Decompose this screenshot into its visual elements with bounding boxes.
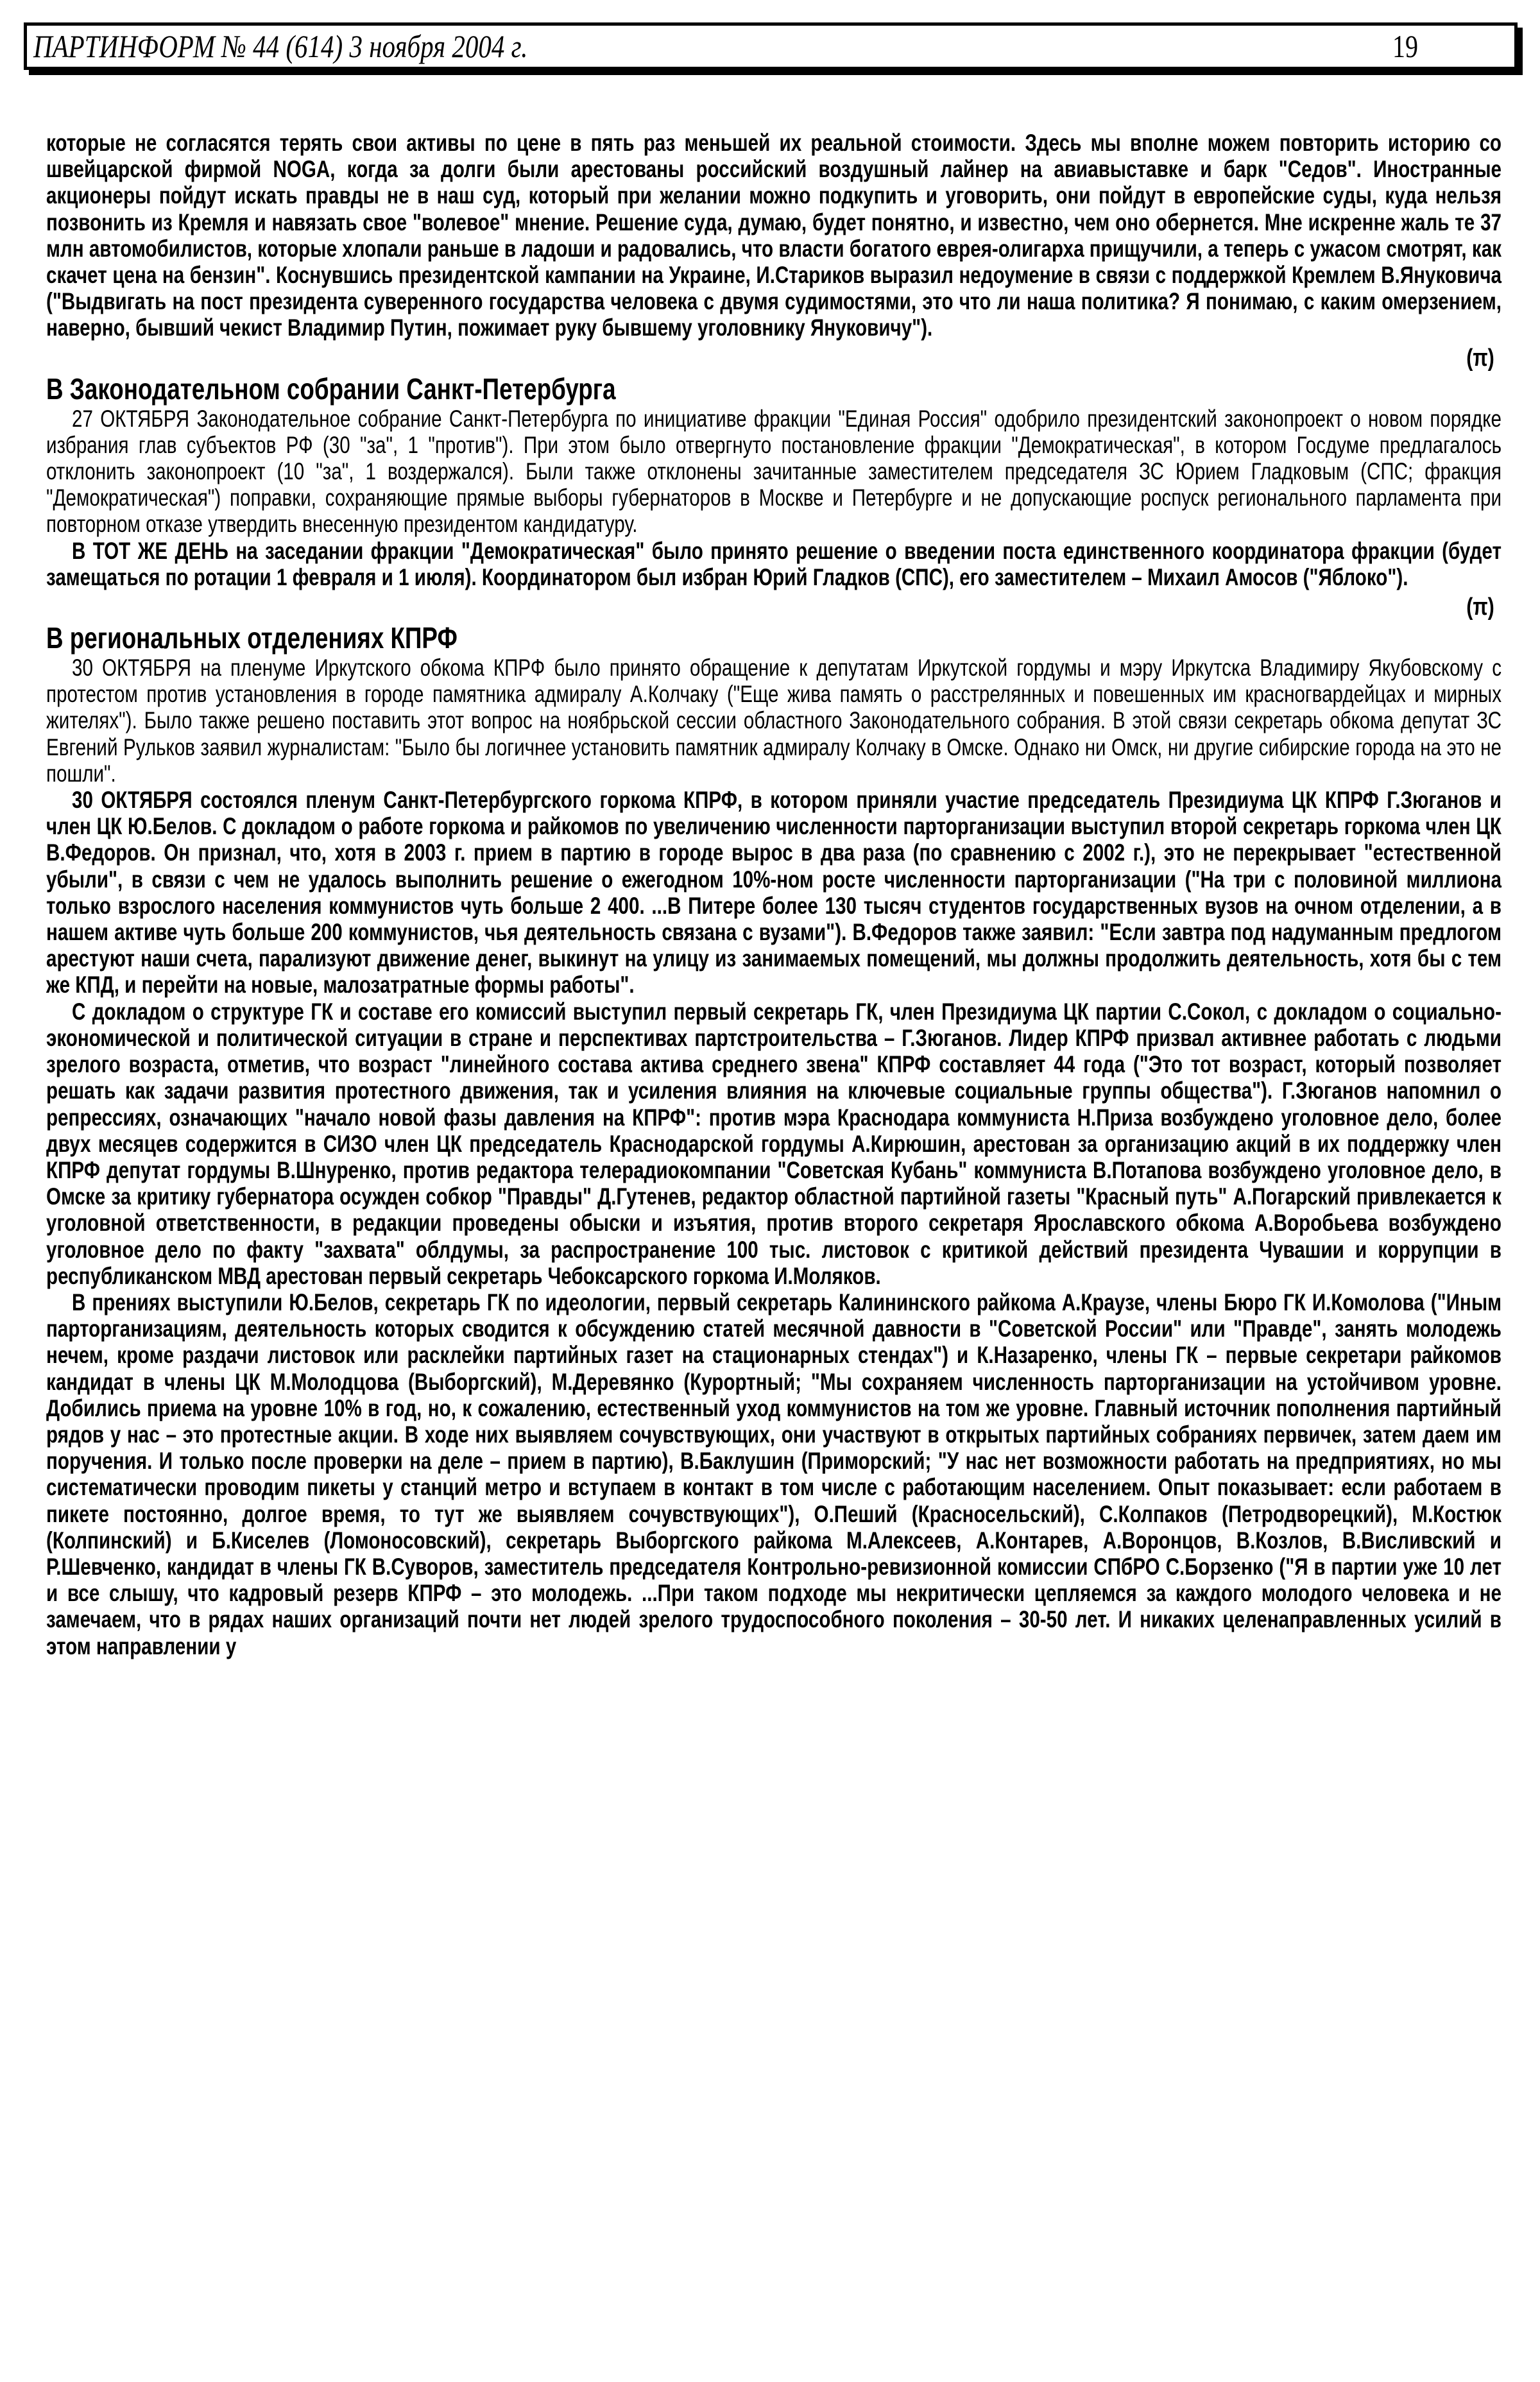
article-body (46, 130, 1502, 1659)
section2-paragraph-4: В прениях выступили Ю.Белов, секретарь ГК по идеологии, первый секретарь Калининского райкома А.Краузе, члены Бюро ГК И.Комолова ("Иным парторганизациям, деятельность которых сводится к обсуждению статей месячной давности в "Советской России" или "Правде", занять молодежь нечем, кроме раздачи листовок или расклейки партийных газет на стационарных стендах") и К.Назаренко, члены ГК – первые секретари райкомов кандидат в члены ЦК М.Молодцова (Выборгский), М.Деревянко (Курортный; "Мы сохраняем численность парторганизации на устойчивом уровне. Добились приема на уровне 10% в год, но, к сожалению, естественный уход коммунистов на том же уровне. Главный источник пополнения партийный рядов у нас – это протестные акции. В ходе них выявляем сочувствующих, они участвуют в открытых партийных собраниях первичек, затем даем им поручения. И только после проверки на деле – прием в партию), В.Баклушин (Приморский; "У нас нет возможности работать на предприятиях, но мы систематически проводим пикеты у станций метро и вступаем в контакт в том числе с работающим населением. Опыт показывает: если работаем в пикете постоянно, долгое время, то тут же выявляем сочувствующих"), О.Пеший (Красносельский), С.Колпаков (Петродворецкий), М.Костюк (Колпинский) и Б.Киселев (Ломоносовский), секретарь Выборгского райкома М.Алексеев, А.Контарев, А.Воронцов, В.Козлов, В.Висливский и Р.Шевченко, кандидат в члены ГК В.Суворов, заместитель председателя Контрольно-ревизионной комиссии СПбРО С.Борзенко ("Я в партии уже 10 лет и все слышу, что кадровый резерв КПРФ – это молодежь. ...При таком подходе мы некритически цепляемся за каждого молодого человека и не замечаем, что в рядах наших организаций почти нет людей зрелого трудоспособного поколения – 30-50 лет. И никаких целенаправленных усилий в этом направлении у (46, 1289, 1502, 1659)
author-signature: (π) (1466, 344, 1494, 372)
section-title-legislative-assembly: В Законодательном собрании Санкт-Петербурга (46, 372, 616, 406)
section2-paragraph-2: 30 ОКТЯБРЯ состоялся пленум Санкт-Петербургского горкома КПРФ, в котором приняли участие председатель Президиума ЦК КПРФ Г.Зюганов и член ЦК Ю.Белов. С докладом о работе горкома и райкомов по увеличению численности парторганизации выступил второй секретарь горкома член ЦК В.Федоров. Он признал, что, хотя в 2003 г. прием в партию в городе вырос в два раза (по сравнению с 2002 г.), это не перекрывает "естественной убыли", в связи с чем не удалось выполнить решение о ежегодном 10%-ном росте численности парторганизации ("На три с половиной миллиона только взрослого населения коммунистов чуть больше 2 400. ...В Питере более 130 тысяч студентов государственных вузов на очном отделении, а в нашем активе чуть больше 200 коммунистов, чья деятельность связана с вузами"). В.Федоров также заявил: "Если завтра под надуманным предлогом арестуют наши счета, парализуют движение денег, выкинут на улицу из занимаемых помещений, мы должны продолжить деятельность, хотя бы с тем же КПД, и перейти на новые, малозатратные формы работы". (46, 787, 1502, 998)
page-header (24, 22, 1518, 70)
author-signature: (π) (1466, 594, 1494, 621)
publication-title: ПАРТИНФОРМ № 44 (614) 3 ноября 2004 г. (33, 28, 528, 64)
section1-paragraph-2 (46, 538, 1502, 590)
section2-paragraph-3: С докладом о структуре ГК и составе его комиссий выступил первый секретарь ГК, член Президиума ЦК партии С.Сокол, с докладом о социально-экономической и политической ситуации в стране и перспективах партстроительства – Г.Зюганов. Лидер КПРФ призвал активнее работать с людьми зрелого возраста, отметив, что возраст "линейного состава актива среднего звена" КПРФ составляет 44 года ("Это тот возраст, который позволяет решать как задачи развития протестного движения, так и усиления влияния на ключевые социальные группы общества"). Г.Зюганов напомнил о репрессиях, означающих "начало новой фазы давления на КПРФ": против мэра Краснодара коммуниста Н.Приза возбуждено уголовное дело, более двух месяцев содержится в СИЗО член ЦК председатель Краснодарской гордумы А.Кирюшин, арестован за организацию акций в их поддержку член КПРФ депутат гордумы В.Шнуренко, против редактора телерадиокомпании "Советская Кубань" коммуниста В.Потапова возбуждено уголовное дело, в Омске за критику губернатора осужден собкор "Правды" Д.Гутенев, редактор областной партийной газеты "Красный путь" А.Погарский привлекается к уголовной ответственности, в редакции проведены обыски и изъятия, против второго секретаря Ярославского обкома А.Воробьева возбуждено уголовное дело по факту "захвата" облдумы, за распространение 100 тыс. листовок с критикой действий президента Чувашии и коррупции в республиканском МВД арестован первый секретарь Чебоксарского горкома И.Моляков. (46, 998, 1502, 1289)
section-title-regional-branches: В региональных отделениях КПРФ (46, 621, 458, 655)
paragraph-body: на заседании фракции "Демократическая" было принято решение о введении поста единственного координатора фракции (будет замещаться по ротации 1 февраля и 1 июля). Координатором был избран Юрий Гладков (СПС), его заместителем – Михаил Амосов ("Яблоко"). (46, 537, 1502, 590)
section2-paragraph-1: 30 ОКТЯБРЯ на пленуме Иркутского обкома КПРФ было принято обращение к депутатам Иркутской гордумы и мэру Иркутска Владимиру Якубовскому с протестом против установления в городе памятника адмиралу А.Колчаку ("Еще жива память о расстрелянных и повешенных им красногвардейцах и мирных жителях"). Было также решено поставить этот вопрос на ноябрьской сессии областного Законодательного собрания. В этой связи секретарь обкома депутат ЗС Евгений Рульков заявил журналистам: "Было бы логичнее установить памятник адмиралу Колчаку в Омске. Однако ни Омск, ни другие сибирские города на это не пошли". (46, 655, 1502, 787)
paragraph-lead: В ТОТ ЖЕ ДЕНЬ (72, 537, 228, 564)
section1-paragraph-1: 27 ОКТЯБРЯ Законодательное собрание Санкт-Петербурга по инициативе фракции "Единая Россия" одобрило президентский законопроект о новом порядке избрания глав субъектов РФ (30 "за", 1 "против"). При этом было отвергнуто постановление фракции "Демократическая", в котором Госдуме предлагалось отклонить законопроект (10 "за", 1 воздержался). Были также отклонены зачитанные заместителем председателя ЗС Юрием Гладковым (СПС; фракция "Демократическая") поправки, сохраняющие прямые выборы губернаторов в Москве и Петербурге и не допускающие роспуск регионального парламента при повторном отказе утвердить внесенную президентом кандидатуру. (46, 405, 1502, 538)
page-number: 19 (1392, 28, 1418, 64)
intro-paragraph: которые не согласятся терять свои активы по цене в пять раз меньшей их реальной стоимости. Здесь мы вполне можем повторить историю со швейцарской фирмой NOGA, когда за долги были арестованы российский воздушный лайнер на авиавыставке и барк "Седов". Иностранные акционеры пойдут искать правды не в наш суд, который при желании можно подкупить и уговорить, они пойдут в европейские суды, куда нельзя позвонить из Кремля и навязать свое "волевое" мнение. Решение суда, думаю, будет понятно, и известно, чем оно обернется. Мне искренне жаль те 37 млн автомобилистов, которые хлопали раньше в ладоши и радовались, что власти богатого еврея-олигарха прищучили, а теперь с ужасом смотрят, как скачет цена на бензин". Коснувшись президентской кампании на Украине, И.Стариков выразил недоумение в связи с поддержкой Кремлем В.Януковича ("Выдвигать на пост президента суверенного государства человека с двумя судимостями, это что ли наша политика? Я понимаю, с каким омерзением, наверно, бывший чекист Владимир Путин, пожимает руку бывшему уголовнику Януковичу"). (46, 130, 1502, 341)
